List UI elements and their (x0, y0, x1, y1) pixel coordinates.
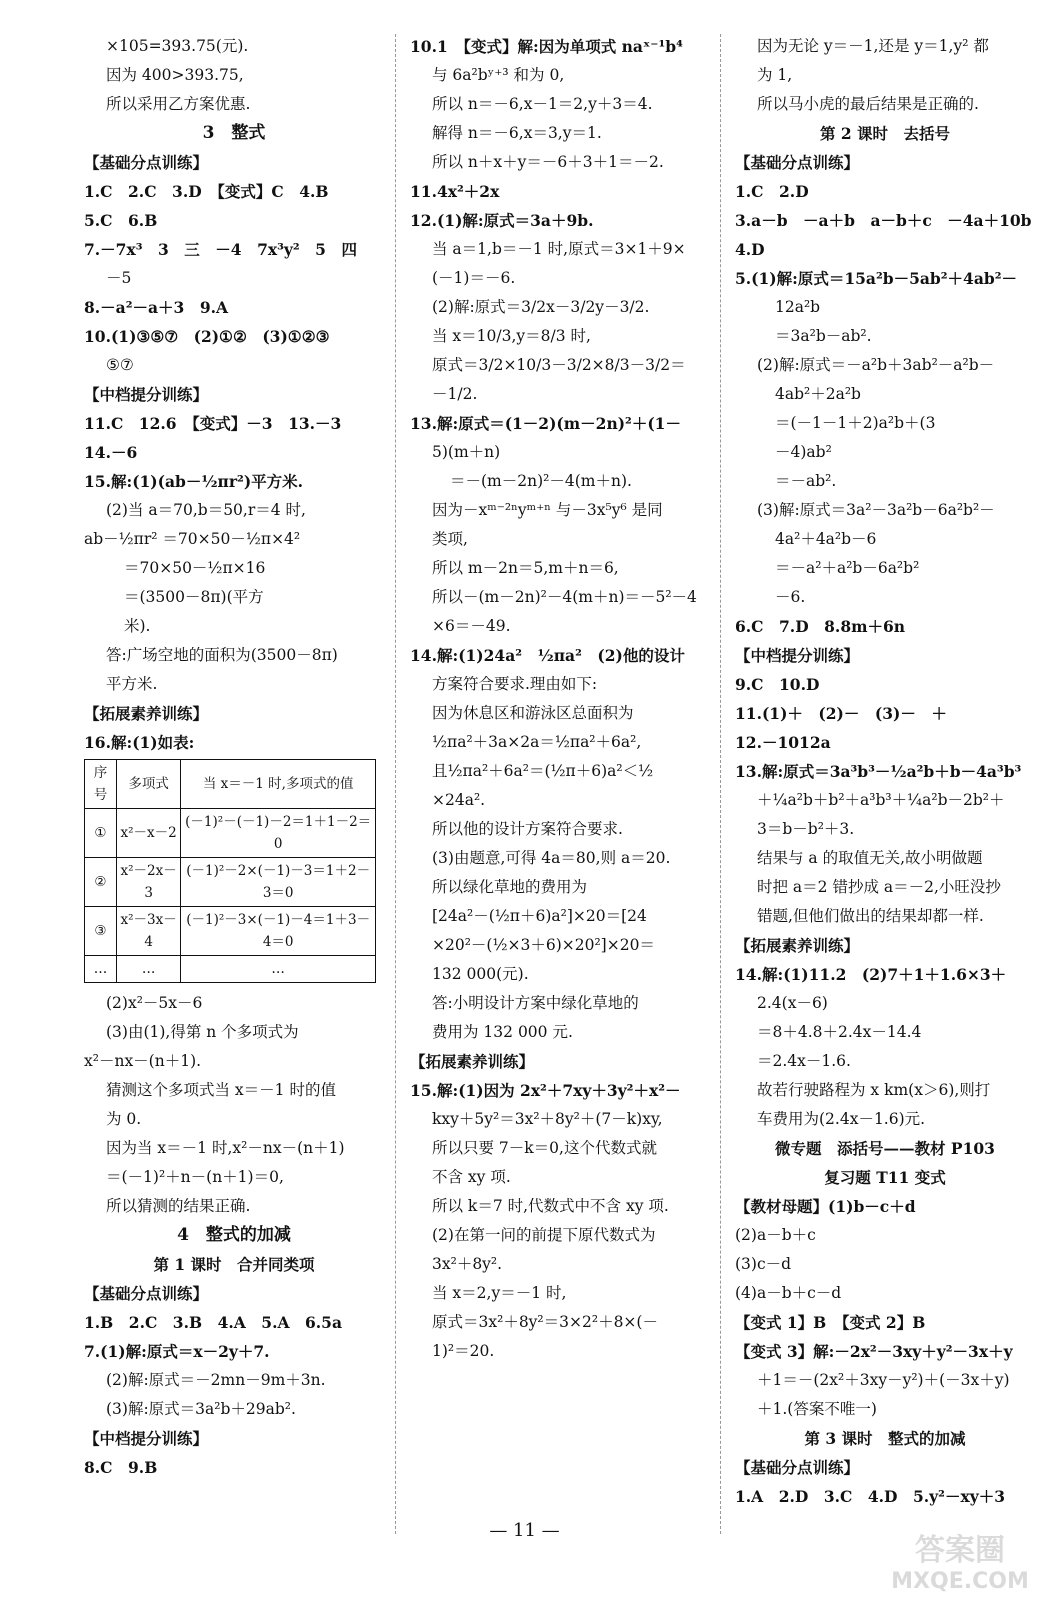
text-line: 所以绿化草地的费用为 (432, 878, 588, 896)
text-line: 3＝b－b²＋3. (757, 820, 855, 838)
text-line: －1/2. (432, 385, 478, 403)
text-line: ＝(－1－1＋2)a²b＋(3 (775, 414, 936, 432)
table-cell: x²－3x－4 (116, 907, 180, 956)
text-line: 4.D (735, 240, 765, 259)
text-line: ＝8＋4.8＋2.4x－14.4 (757, 1023, 922, 1041)
text-line: ⑤⑦ (106, 356, 134, 374)
text-line: 3 整式 (202, 123, 266, 143)
text-line: ab－½πr² ＝70×50－½π×4² (84, 530, 301, 548)
text-line: 原式＝3/2×10/3－3/2×8/3－3/2＝ (432, 356, 686, 374)
svg-text:答案圈: 答案圈 (915, 1533, 1005, 1568)
text-line: (2)解:原式＝－a²b＋3ab²－a²b－ (757, 356, 995, 374)
table-row (85, 956, 376, 983)
text-line: 10.(1)③⑤⑦ (2)①② (3)①②③ (84, 327, 330, 346)
text-line: (2)在第一问的前提下原代数式为 (432, 1226, 656, 1244)
table-header: 序号 (85, 760, 117, 809)
text-line: 错题,但他们做出的结果却都一样. (757, 907, 984, 925)
text-line: 方案符合要求.理由如下: (432, 675, 598, 693)
text-line: (2)当 a＝70,b＝50,r＝4 时, (106, 501, 306, 519)
text-line: 【中档提分训练】 (735, 646, 860, 665)
text-line: 所以 n＋x＋y＝－6＋3＋1＝－2. (432, 153, 664, 171)
text-line: (2)x²－5x－6 (106, 994, 203, 1012)
text-line: (2)a－b＋c (735, 1226, 816, 1244)
text-line: 13.解:原式＝3a³b³－½a²b＋b－4a³b³ (735, 762, 1022, 781)
text-line: (3)c－d (735, 1255, 792, 1273)
text-line: 所以－(m－2n)²－4(m＋n)＝－5²－4 (432, 588, 697, 606)
text-line: 【教材母题】(1)b－c＋d (735, 1197, 916, 1216)
text-line: 结果与 a 的取值无关,故小明做题 (757, 849, 983, 867)
text-line: 为 1, (757, 66, 793, 84)
table-header: 当 x＝－1 时,多项式的值 (181, 760, 376, 809)
text-line: 11.(1)＋ (2)－ (3)－ ＋ (735, 704, 947, 723)
text-line: 8.C 9.B (84, 1458, 158, 1477)
text-line: ＝3a²b－ab². (775, 327, 872, 345)
table-row (85, 858, 376, 907)
text-line: ×24a². (432, 791, 486, 809)
text-line: 时把 a＝2 错抄成 a＝－2,小旺没抄 (757, 878, 1001, 896)
text-line: (3)由题意,可得 4a＝80,则 a＝20. (432, 849, 671, 867)
table-cell: … (85, 956, 117, 983)
column-divider (395, 34, 396, 1534)
table-cell: … (116, 956, 180, 983)
text-line: 【基础分点训练】 (735, 1458, 860, 1477)
watermark-logo (885, 1526, 1035, 1596)
text-line: 因为－xᵐ⁻²ⁿyᵐ⁺ⁿ 与－3x⁵y⁶ 是同 (432, 501, 663, 519)
text-line: 14.解:(1)11.2 (2)7＋1＋1.6×3＋ (735, 965, 1007, 984)
text-line: 1)²＝20. (432, 1342, 495, 1360)
text-line: 【中档提分训练】 (84, 1429, 209, 1448)
text-line: 16.解:(1)如表: (84, 733, 195, 752)
text-line: 【中档提分训练】 (84, 385, 209, 404)
text-line: 2.4(x－6) (757, 994, 828, 1012)
text-line: 第 2 课时 去括号 (819, 124, 951, 143)
text-line: ＝－ab². (775, 472, 837, 490)
text-line: 所以 m－2n＝5,m＋n＝6, (432, 559, 619, 577)
text-line: 因为休息区和游泳区总面积为 (432, 704, 634, 722)
text-line: 第 1 课时 合并同类项 (153, 1255, 315, 1274)
text-line: 5.(1)解:原式＝15a²b－5ab²＋4ab²－ (735, 269, 1018, 288)
text-line: 【变式 3】解:－2x²－3xy＋y²－3x＋y (735, 1342, 1013, 1361)
text-line: ＝(3500－8π)(平方 (124, 588, 264, 606)
text-line: 5.C 6.B (84, 211, 158, 230)
text-line: 费用为 132 000 元. (432, 1023, 573, 1041)
text-line: 14.解:(1)24a² ½πa² (2)他的设计 (410, 646, 685, 665)
text-line: ＝－(m－2n)²－4(m＋n). (450, 472, 632, 490)
table-cell: (－1)²－2×(－1)－3＝1＋2－3＝0 (181, 858, 376, 907)
text-line: 所以马小虎的最后结果是正确的. (757, 95, 979, 113)
text-line: 【拓展素养训练】 (410, 1052, 535, 1071)
column-middle (410, 32, 710, 1366)
text-line: (3)由(1),得第 n 个多项式为 (106, 1023, 299, 1041)
text-line: ＋¼a²b＋b²＋a³b³＋¼a²b－2b²＋ (757, 791, 1005, 809)
text-line: ＝(－1)²＋n－(n＋1)＝0, (106, 1168, 284, 1186)
text-line: 【基础分点训练】 (84, 153, 209, 172)
text-line: 所以猜测的结果正确. (106, 1197, 251, 1215)
polynomial-table (84, 759, 376, 983)
text-line: 1.B 2.C 3.B 4.A 5.A 6.5a (84, 1313, 343, 1332)
text-line: 132 000(元). (432, 965, 529, 983)
table-row (85, 809, 376, 858)
text-line: (3)解:原式＝3a²b＋29ab². (106, 1400, 296, 1418)
table-cell: (－1)²－(－1)－2＝1＋1－2＝0 (181, 809, 376, 858)
text-line: 所以只要 7－k＝0,这个代数式就 (432, 1139, 657, 1157)
text-line: 4a²＋4a²b－6 (775, 530, 877, 548)
text-line: 7.－7x³ 3 三 －4 7x³y² 5 四 (84, 240, 357, 259)
text-line: －6. (775, 588, 806, 606)
text-line: 当 a＝1,b＝－1 时,原式＝3×1＋9× (432, 240, 686, 258)
text-line: －5 (106, 269, 132, 287)
text-line: (4)a－b＋c－d (735, 1284, 842, 1302)
text-line: ＝70×50－½π×16 (124, 559, 266, 577)
text-line: 米). (124, 617, 151, 635)
text-line: 6.C 7.D 8.8m＋6n (735, 617, 906, 636)
text-line: ＝－a²＋a²b－6a²b² (775, 559, 920, 577)
text-line: (3)解:原式＝3a²－3a²b－6a²b²－ (757, 501, 995, 519)
text-line: 所以 k＝7 时,代数式中不含 xy 项. (432, 1197, 669, 1215)
text-line: 1.C 2.C 3.D 【变式】C 4.B (84, 182, 329, 201)
text-line: 因为无论 y＝－1,还是 y＝1,y² 都 (757, 37, 989, 55)
column-left-top (84, 32, 384, 757)
table-cell: ③ (85, 907, 117, 956)
text-line: 与 6a²bʸ⁺³ 和为 0, (432, 66, 565, 84)
text-line: 答:小明设计方案中绿化草地的 (432, 994, 639, 1012)
column-left (84, 32, 384, 1482)
text-line: 因为 400>393.75, (106, 66, 244, 84)
text-line: 所以 n＝－6,x－1＝2,y＋3＝4. (432, 95, 653, 113)
text-line: 第 3 课时 整式的加减 (804, 1429, 966, 1448)
text-line: 12.－1012a (735, 733, 831, 752)
text-line: 12a²b (775, 298, 821, 316)
text-line: －4)ab² (775, 443, 832, 461)
table-cell: x²－x－2 (116, 809, 180, 858)
text-line: 平方米. (106, 675, 158, 693)
text-line: 因为当 x＝－1 时,x²－nx－(n＋1) (106, 1139, 345, 1157)
page-number: — 11 — (489, 1520, 560, 1541)
table-cell: ② (85, 858, 117, 907)
text-line: ×105=393.75(元). (106, 37, 249, 55)
text-line: ＋1＝－(2x²＋3xy－y²)＋(－3x＋y) (757, 1371, 1010, 1389)
text-line: 4 整式的加减 (177, 1225, 291, 1245)
text-line: kxy＋5y²＝3x²＋8y²＋(7－k)xy, (432, 1110, 663, 1128)
text-line: ½πa²＋3a×2a＝½πa²＋6a², (432, 733, 642, 751)
text-line: 【拓展素养训练】 (84, 704, 209, 723)
text-line: 【基础分点训练】 (735, 153, 860, 172)
text-line: 原式＝3x²＋8y²＝3×2²＋8×(－ (432, 1313, 658, 1331)
text-line: 11.4x²＋2x (410, 182, 500, 201)
text-line: 7.(1)解:原式＝x－2y＋7. (84, 1342, 270, 1361)
text-line: 为 0. (106, 1110, 142, 1128)
table-cell: … (181, 956, 376, 983)
text-line: 猜测这个多项式当 x＝－1 时的值 (106, 1081, 336, 1099)
text-line: 15.解:(1)(ab－½πr²)平方米. (84, 472, 304, 491)
text-line: ＝2.4x－1.6. (757, 1052, 851, 1070)
svg-text:MXQE.COM: MXQE.COM (891, 1569, 1029, 1594)
text-line: 车费用为(2.4x－1.6)元. (757, 1110, 926, 1128)
text-line: 且½πa²＋6a²＝(½π＋6)a²＜½ (432, 762, 654, 780)
text-line: 【变式 1】B 【变式 2】B (735, 1313, 926, 1332)
text-line: 9.C 10.D (735, 675, 820, 694)
text-line: 【拓展素养训练】 (735, 936, 860, 955)
text-line: [24a²－(½π＋6)a²]×20＝[24 (432, 907, 647, 925)
text-line: 微专题 添括号——教材 P103 (775, 1139, 995, 1158)
text-line: 4ab²＋2a²b (775, 385, 861, 403)
text-line: 1.C 2.D (735, 182, 809, 201)
text-line: 所以采用乙方案优惠. (106, 95, 251, 113)
text-line: 1.A 2.D 3.C 4.D 5.y²－xy＋3 (735, 1487, 1005, 1506)
text-line: 14.－6 (84, 443, 138, 462)
table-cell: (－1)²－3×(－1)－4＝1＋3－4＝0 (181, 907, 376, 956)
text-line: ＋1.(答案不唯一) (757, 1400, 877, 1418)
text-line: (－1)＝－6. (432, 269, 516, 287)
text-line: 15.解:(1)因为 2x²＋7xy＋3y²＋x²－ (410, 1081, 681, 1100)
text-line: 3.a－b －a＋b a－b＋c －4a＋10b (735, 211, 1032, 230)
table-header: 多项式 (116, 760, 180, 809)
table-row (85, 907, 376, 956)
text-line: 解得 n＝－6,x＝3,y＝1. (432, 124, 602, 142)
text-line: 8.－a²－a＋3 9.A (84, 298, 229, 317)
table-cell: x²－2x－3 (116, 858, 180, 907)
text-line: 故若行驶路程为 x km(x＞6),则打 (757, 1081, 991, 1099)
column-right (735, 32, 1035, 1552)
text-line: 复习题 T11 变式 (824, 1168, 946, 1187)
text-line: ×20²－(½×3＋6)×20²]×20＝ (432, 936, 655, 954)
text-line: 答:广场空地的面积为(3500－8π) (106, 646, 338, 664)
text-line: (2)解:原式＝3/2x－3/2y－3/2. (432, 298, 650, 316)
text-line: 不含 xy 项. (432, 1168, 511, 1186)
text-line: 【基础分点训练】 (84, 1284, 209, 1303)
text-line: 13.解:原式＝(1－2)(m－2n)²＋(1－ (410, 414, 681, 433)
text-line: 5)(m＋n) (432, 443, 501, 461)
text-line: x²－nx－(n＋1). (84, 1052, 202, 1070)
text-line: 10.1 【变式】解:因为单项式 naˣ⁻¹b⁴ (410, 37, 683, 56)
table-header-row (85, 760, 376, 809)
text-line: 3x²＋8y². (432, 1255, 503, 1273)
text-line: ×6＝－49. (432, 617, 511, 635)
text-line: 当 x＝2,y＝－1 时, (432, 1284, 567, 1302)
text-line: 12.(1)解:原式＝3a＋9b. (410, 211, 594, 230)
text-line: (2)解:原式＝－2mn－9m＋3n. (106, 1371, 326, 1389)
text-line: 类项, (432, 530, 468, 548)
text-line: 11.C 12.6 【变式】－3 13.－3 (84, 414, 342, 433)
column-left-bottom (84, 989, 384, 1482)
column-divider (720, 34, 721, 1534)
text-line: 所以他的设计方案符合要求. (432, 820, 623, 838)
text-line: 当 x＝10/3,y＝8/3 时, (432, 327, 591, 345)
table-cell: ① (85, 809, 117, 858)
